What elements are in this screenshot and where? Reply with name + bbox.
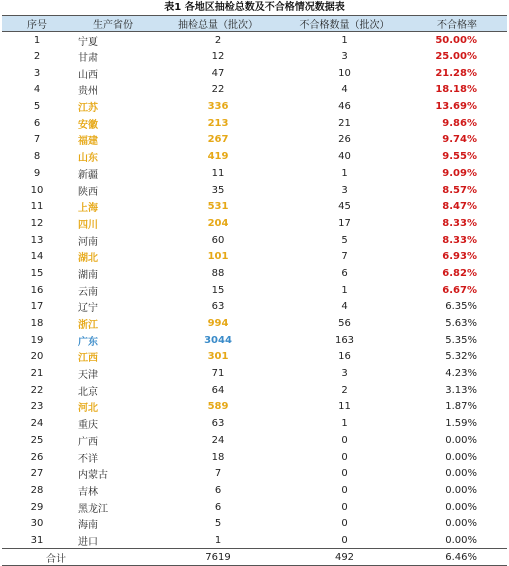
table-row <box>2 215 507 232</box>
table-row <box>2 299 507 316</box>
row-fail: 3 <box>341 368 348 380</box>
row-total: 336 <box>207 101 229 113</box>
row-total: 7 <box>214 468 222 480</box>
row-province: 山西 <box>78 69 98 81</box>
row-number: 20 <box>30 351 44 363</box>
row-number: 13 <box>30 234 44 246</box>
row-province: 湖北 <box>78 253 98 265</box>
row-fail: 16 <box>338 351 351 363</box>
row-number: 12 <box>30 217 44 229</box>
table-row <box>2 499 507 516</box>
row-fail: 40 <box>338 151 351 163</box>
row-fail: 0 <box>341 451 348 463</box>
row-number: 18 <box>30 318 44 330</box>
row-province: 四川 <box>78 219 98 231</box>
table-row <box>2 532 507 549</box>
row-total: 1 <box>214 534 222 546</box>
header-fail: 不合格数量（批次） <box>282 16 407 32</box>
row-province: 上海 <box>78 203 98 215</box>
row-number: 5 <box>33 101 41 113</box>
row-province: 广西 <box>78 436 98 448</box>
row-province: 吉林 <box>78 486 98 498</box>
table-row <box>2 399 507 416</box>
row-total: 994 <box>207 318 229 330</box>
total-fail: 492 <box>282 549 407 566</box>
row-rate: 25.00% <box>435 51 477 63</box>
table-row <box>2 315 507 332</box>
row-rate: 9.09% <box>442 167 477 179</box>
row-number: 19 <box>30 334 44 346</box>
table-row <box>2 482 507 499</box>
row-rate: 6.93% <box>442 251 477 263</box>
row-number: 3 <box>33 67 41 79</box>
row-total: 2 <box>214 34 222 46</box>
row-province: 甘肃 <box>78 53 98 65</box>
row-total: 11 <box>211 167 225 179</box>
row-number: 29 <box>30 501 44 513</box>
table-row <box>2 148 507 165</box>
row-fail: 46 <box>338 101 351 113</box>
row-province: 天津 <box>78 370 98 382</box>
row-fail: 0 <box>341 484 348 496</box>
row-province: 陕西 <box>78 186 98 198</box>
table-row <box>2 232 507 249</box>
row-province: 河南 <box>78 236 98 248</box>
row-province: 贵州 <box>78 86 98 98</box>
table-row <box>2 265 507 282</box>
row-rate: 21.28% <box>435 67 477 79</box>
row-province: 河北 <box>78 403 98 415</box>
row-fail: 5 <box>341 234 348 246</box>
row-province: 重庆 <box>78 420 98 432</box>
table-row <box>2 48 507 65</box>
row-number: 10 <box>30 184 44 196</box>
row-fail: 3 <box>341 184 348 196</box>
row-number: 8 <box>33 151 41 163</box>
row-fail: 45 <box>338 201 351 213</box>
row-total: 35 <box>211 184 225 196</box>
row-province: 云南 <box>78 286 98 298</box>
row-fail: 17 <box>338 217 351 229</box>
row-fail: 163 <box>334 334 355 346</box>
table-title: 表1 各地区抽检总数及不合格情况数据表 <box>164 2 345 13</box>
row-rate: 50.00% <box>435 34 477 46</box>
row-rate: 8.47% <box>442 201 477 213</box>
row-province: 黑龙江 <box>78 503 108 515</box>
total-rate: 6.46% <box>407 549 507 566</box>
row-province: 宁夏 <box>78 36 98 48</box>
table-row <box>2 382 507 399</box>
row-fail: 0 <box>341 501 348 513</box>
row-fail: 1 <box>341 167 348 179</box>
total-empty <box>72 549 154 566</box>
row-total: 3044 <box>204 334 232 346</box>
row-number: 22 <box>30 384 44 396</box>
table-row <box>2 432 507 449</box>
table-row <box>2 515 507 532</box>
total-total: 7619 <box>154 549 282 566</box>
table-row <box>2 182 507 199</box>
row-total: 101 <box>207 251 229 263</box>
row-rate: 13.69% <box>435 101 477 113</box>
row-rate: 9.74% <box>442 134 477 146</box>
row-fail: 0 <box>341 518 348 530</box>
row-rate: 0.00% <box>445 434 477 446</box>
table-row <box>2 32 507 49</box>
row-fail: 0 <box>341 434 348 446</box>
row-rate: 9.86% <box>442 117 477 129</box>
row-number: 11 <box>30 201 44 213</box>
row-province: 内蒙古 <box>78 470 108 482</box>
row-number: 25 <box>30 434 44 446</box>
row-rate: 8.33% <box>442 217 477 229</box>
table-row <box>2 415 507 432</box>
row-fail: 56 <box>338 318 351 330</box>
row-province: 湖南 <box>78 269 98 281</box>
row-number: 4 <box>33 84 41 96</box>
row-fail: 4 <box>341 301 348 313</box>
row-rate: 5.35% <box>445 334 477 346</box>
row-number: 1 <box>33 34 41 46</box>
row-fail: 1 <box>341 418 348 430</box>
table-row <box>2 132 507 149</box>
row-province: 北京 <box>78 386 98 398</box>
table-row <box>2 65 507 82</box>
table-row <box>2 449 507 466</box>
row-number: 7 <box>33 134 41 146</box>
table-row <box>2 282 507 299</box>
header-total: 抽检总量（批次） <box>154 16 282 32</box>
row-fail: 1 <box>341 284 348 296</box>
table-row <box>2 465 507 482</box>
row-number: 30 <box>30 518 44 530</box>
inspection-table <box>2 15 507 566</box>
total-row <box>2 549 507 566</box>
row-number: 15 <box>30 267 44 279</box>
header-province: 生产省份 <box>72 16 154 32</box>
table-row <box>2 82 507 99</box>
table-row <box>2 115 507 132</box>
row-rate: 0.00% <box>445 484 477 496</box>
row-rate: 0.00% <box>445 501 477 513</box>
row-rate: 6.35% <box>445 301 477 313</box>
row-total: 213 <box>207 117 229 129</box>
table-row <box>2 248 507 265</box>
row-rate: 6.67% <box>442 284 477 296</box>
row-total: 60 <box>211 234 225 246</box>
row-number: 14 <box>30 251 44 263</box>
header-rate: 不合格率 <box>407 16 507 32</box>
row-rate: 8.33% <box>442 234 477 246</box>
row-total: 63 <box>211 418 225 430</box>
table-row <box>2 198 507 215</box>
row-fail: 0 <box>341 468 348 480</box>
row-total: 589 <box>207 401 229 413</box>
row-fail: 0 <box>341 534 348 546</box>
row-number: 9 <box>33 167 41 179</box>
header-no: 序号 <box>2 16 72 32</box>
row-fail: 4 <box>341 84 348 96</box>
row-total: 531 <box>207 201 229 213</box>
row-number: 26 <box>30 451 44 463</box>
row-total: 419 <box>207 151 229 163</box>
row-total: 12 <box>211 51 225 63</box>
row-total: 15 <box>211 284 225 296</box>
row-province: 安徽 <box>78 119 98 131</box>
row-province: 江苏 <box>78 103 98 115</box>
row-rate: 5.32% <box>445 351 477 363</box>
row-number: 21 <box>30 368 44 380</box>
row-rate: 18.18% <box>435 84 477 96</box>
row-total: 71 <box>211 368 225 380</box>
row-rate: 5.63% <box>445 318 477 330</box>
row-rate: 0.00% <box>445 534 477 546</box>
row-province: 福建 <box>78 136 98 148</box>
row-rate: 0.00% <box>445 518 477 530</box>
row-number: 23 <box>30 401 44 413</box>
row-total: 47 <box>211 67 225 79</box>
row-rate: 1.87% <box>445 401 477 413</box>
row-fail: 11 <box>338 401 351 413</box>
row-rate: 6.82% <box>442 267 477 279</box>
row-fail: 3 <box>341 51 348 63</box>
row-rate: 4.23% <box>445 368 477 380</box>
row-total: 24 <box>211 434 225 446</box>
row-fail: 26 <box>338 134 351 146</box>
row-province: 广东 <box>78 336 98 348</box>
row-number: 27 <box>30 468 44 480</box>
row-number: 2 <box>33 51 41 63</box>
row-province: 新疆 <box>78 169 98 181</box>
row-number: 17 <box>30 301 44 313</box>
table-row <box>2 332 507 349</box>
row-rate: 0.00% <box>445 451 477 463</box>
row-total: 63 <box>211 301 225 313</box>
row-province: 海南 <box>78 520 98 532</box>
row-number: 16 <box>30 284 44 296</box>
row-total: 88 <box>211 267 225 279</box>
row-total: 22 <box>211 84 225 96</box>
row-number: 28 <box>30 484 44 496</box>
row-number: 24 <box>30 418 44 430</box>
total-label: 合计 <box>2 549 72 566</box>
row-province: 辽宁 <box>78 303 98 315</box>
row-number: 31 <box>30 534 44 546</box>
row-total: 5 <box>214 518 222 530</box>
row-rate: 8.57% <box>442 184 477 196</box>
row-province: 山东 <box>78 153 98 165</box>
row-fail: 10 <box>338 67 351 79</box>
row-rate: 9.55% <box>442 151 477 163</box>
row-fail: 21 <box>338 117 351 129</box>
table-row <box>2 165 507 182</box>
row-fail: 1 <box>341 34 348 46</box>
row-total: 6 <box>214 484 222 496</box>
row-fail: 7 <box>341 251 348 263</box>
row-fail: 6 <box>341 267 348 279</box>
row-province: 进口 <box>78 536 98 548</box>
row-fail: 2 <box>341 384 348 396</box>
header-row <box>2 16 507 32</box>
row-province: 不详 <box>78 453 98 465</box>
row-rate: 1.59% <box>445 418 477 430</box>
row-total: 204 <box>207 217 229 229</box>
table-row <box>2 349 507 366</box>
row-total: 6 <box>214 501 222 513</box>
row-province: 浙江 <box>78 320 98 332</box>
table-body <box>2 32 507 566</box>
row-total: 64 <box>211 384 225 396</box>
row-rate: 0.00% <box>445 468 477 480</box>
table-row <box>2 98 507 115</box>
row-total: 301 <box>207 351 229 363</box>
row-total: 267 <box>207 134 229 146</box>
table-row <box>2 365 507 382</box>
row-rate: 3.13% <box>445 384 477 396</box>
row-total: 18 <box>211 451 225 463</box>
row-province: 江西 <box>78 353 98 365</box>
row-number: 6 <box>33 117 41 129</box>
